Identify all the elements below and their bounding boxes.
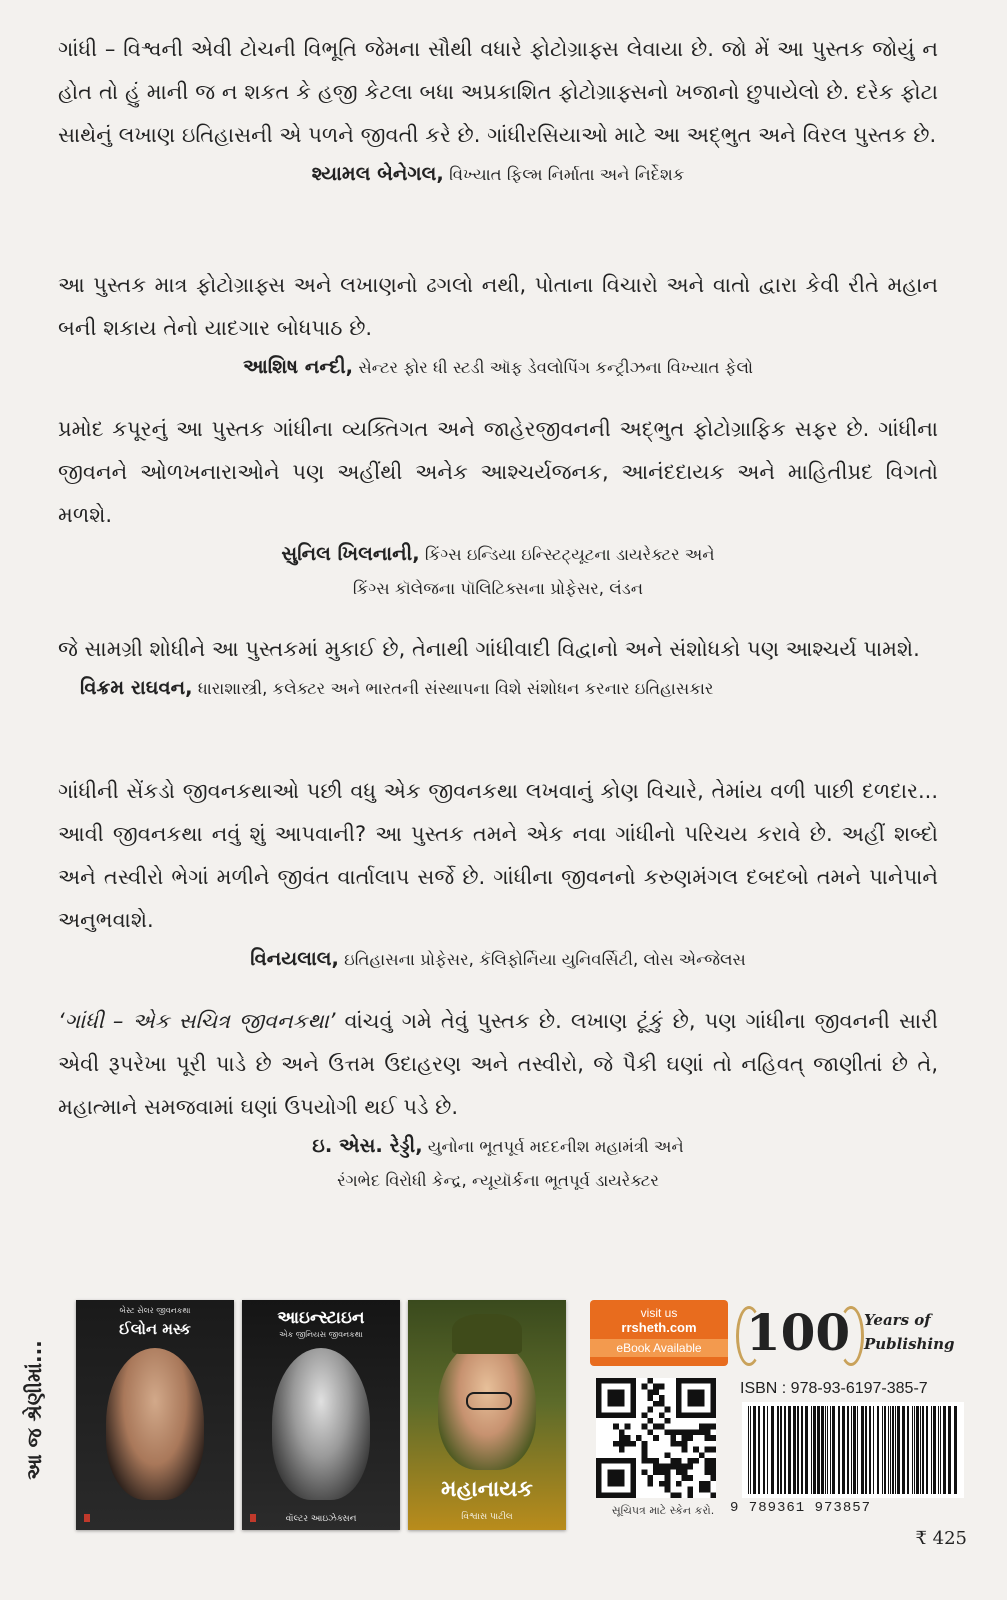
quote-block <box>58 28 938 192</box>
book-title: મહાનાયક <box>441 1477 533 1502</box>
quote-block <box>58 408 938 606</box>
barcode-number: 9 789361 973857 <box>730 1500 872 1516</box>
quote-author-desc: યુનોના ભૂતપૂર્વ મદદનીશ મહામંત્રી અને <box>427 1137 684 1156</box>
quote-author-desc-2: રંગભેદ વિરોધી કેન્દ્ર, ન્યૂયૉર્કના ભૂતપૂર્વ ડાયરેક્ટર <box>337 1171 659 1190</box>
quote-block <box>58 1000 938 1198</box>
anniversary-badge <box>734 1296 964 1370</box>
book-portrait <box>272 1348 370 1500</box>
quote-attribution <box>58 671 938 706</box>
book-tagline: એક જીનિયસ જીવનકથા <box>279 1330 363 1339</box>
quote-attribution <box>58 942 938 977</box>
isbn: ISBN : 978-93-6197-385-7 <box>740 1380 928 1397</box>
visit-label: visit us <box>640 1306 678 1320</box>
quote-attribution <box>58 157 938 192</box>
quote-author-desc: સેન્ટર ફોર ધી સ્ટડી ઑફ ડેવલોપિંગ કન્ટ્રીઝના વિખ્યાત ફેલો <box>358 358 754 377</box>
book-cover-elon-musk <box>76 1300 234 1530</box>
price: ₹ 425 <box>915 1528 967 1549</box>
book-author: વૉલ્ટર આઇઝેક્સન <box>285 1514 357 1524</box>
quote-body: વાંચવું ગમે તેવું પુસ્તક છે. લખાણ ટૂંકું છે, પણ ગાંધીના જીવનની સારી એવી રૂપરેખા પૂરી પાડે છે અને ઉત્તમ ઉદાહરણ અને તસ્વીરો, જે પૈકી ઘણાં તો નહિવત્ જાણીતાં છે તે, મહાત્માને સમજવામાં ઘણાં ઉપયોગી થઈ પડે છે. <box>58 1009 938 1119</box>
book-cover-mahanayak <box>408 1300 566 1530</box>
military-cap-icon <box>452 1314 522 1354</box>
book-title: ઈલોન મસ્ક <box>119 1320 191 1338</box>
book-portrait <box>106 1348 204 1500</box>
quote-author: વિક્રમ રાઘવન, <box>80 676 193 699</box>
quote-attribution <box>58 1129 938 1164</box>
book-title: આઇન્સ્ટાઇન <box>277 1308 365 1328</box>
website-url: rrsheth.com <box>621 1320 697 1335</box>
quote-author-desc: ઇતિહાસના પ્રોફેસર, કૅલિફોર્નિયા યુનિવર્સિટી, લોસ એન્જેલસ <box>344 950 746 969</box>
anniversary-text: Years of Publishing <box>864 1311 955 1353</box>
quote-author: આશિષ નન્દી, <box>242 355 354 378</box>
quote-author: સુનિલ ખિલનાની, <box>281 542 420 565</box>
quote-attribution <box>58 537 938 572</box>
glasses-icon <box>466 1392 512 1410</box>
quote-author: શ્યામલ બેનેગલ, <box>311 162 444 185</box>
quote-text: ગાંધીની સેંકડો જીવનકથાઓ પછી વધુ એક જીવનકથા લખવાનું કોણ વિચારે, તેમાંય વળી પાછી દળદાર... આવી જીવનકથા નવું શું આપવાની? આ પુસ્તક તમને એક નવા ગાંધીનો પરિચય કરાવે છે. અહીં શબ્દો અને તસ્વીરો ભેગાં મળીને જીવંત વાર્તાલાપ સર્જે છે. ગાંધીના જીવનનો કરુણમંગલ દબદબો તમને પાનેપાને અનુભવાશે. <box>58 779 938 932</box>
series-label: આ જ શ્રેણીમાં... <box>22 1340 46 1480</box>
quote-text: આ પુસ્તક માત્ર ફોટોગ્રાફ્સ અને લખાણનો ઢગલો નથી, પોતાના વિચારો અને વાતો દ્વારા કેવી રીતે મહાન બની શકાય તેનો યાદગાર બોધપાઠ છે. <box>58 273 938 340</box>
quote-author-desc: ધારાશાસ્ત્રી, કલેક્ટર અને ભારતની સંસ્થાપના વિશે સંશોધન કરનાર ઇતિહાસકાર <box>197 679 714 698</box>
book-author: વિશ્વાસ પાટીલ <box>461 1512 513 1522</box>
quote-author-desc: વિખ્યાત ફિલ્મ નિર્માતા અને નિર્દેશક <box>449 165 685 184</box>
publisher-logo-icon <box>250 1514 256 1522</box>
quote-block <box>58 770 938 977</box>
quote-block <box>58 264 938 385</box>
quote-text <box>58 1000 938 1129</box>
qr-caption: સૂચિપત્ર માટે સ્કેન કરો. <box>611 1504 715 1517</box>
quote-book-title: ‘ગાંધી – એક સચિત્ર જીવનકથા’ <box>58 1009 336 1033</box>
quote-block <box>58 628 938 706</box>
quote-text: પ્રમોદ કપૂરનું આ પુસ્તક ગાંધીના વ્યક્તિગત અને જાહેરજીવનની અદ્ભુત ફોટોગ્રાફિક સફર છે. ગાંધીના જીવનને ઓળખનારાઓને પણ અહીંથી અનેક આશ્ચર્યજનક, આનંદદાયક અને માહિતીપ્રદ વિગતો મળશે. <box>58 417 938 527</box>
quote-attribution <box>58 350 938 385</box>
ebook-label: eBook Available <box>590 1339 728 1357</box>
quote-author: વિનયલાલ, <box>250 947 339 970</box>
qr-code-icon <box>596 1378 716 1498</box>
anniversary-number: 100 <box>745 1303 851 1362</box>
publisher-logo-icon <box>84 1514 90 1522</box>
website-badge <box>590 1300 728 1366</box>
quote-text: જે સામગ્રી શોધીને આ પુસ્તકમાં મુકાઈ છે, તેનાથી ગાંધીવાદી વિદ્વાનો અને સંશોધકો પણ આશ્ચર્ય પામશે. <box>58 637 920 661</box>
barcode-icon <box>742 1402 964 1498</box>
quote-text: ગાંધી – વિશ્વની એવી ટોચની વિભૂતિ જેમના સૌથી વધારે ફોટોગ્રાફ્સ લેવાયા છે. જો મેં આ પુસ્તક જોયું ન હોત તો હું માની જ ન શકત કે હજી કેટલા બધા અપ્રકાશિત ફોટોગ્રાફ્સનો ખજાનો છુપાયેલો છે. દરેક ફોટા સાથેનું લખાણ ઇતિહાસની એ પળને જીવતી કરે છે. ગાંધીરસિયાઓ માટે આ અદ્ભુત અને વિરલ પુસ્તક છે. <box>58 37 938 147</box>
quote-author: ઇ. એસ. રેડ્ડી, <box>312 1134 423 1157</box>
quote-author-desc: કિંગ્સ ઇન્ડિયા ઇન્સ્ટિટ્યૂટના ડાયરેક્ટર અને <box>424 545 715 564</box>
quote-author-desc-2: કિંગ્સ કૉલેજના પૉલિટિક્સના પ્રોફેસર, લંડન <box>352 579 644 598</box>
book-tagline: બેસ્ટ સેલર જીવનકથા <box>119 1306 191 1315</box>
book-cover-einstein <box>242 1300 400 1530</box>
